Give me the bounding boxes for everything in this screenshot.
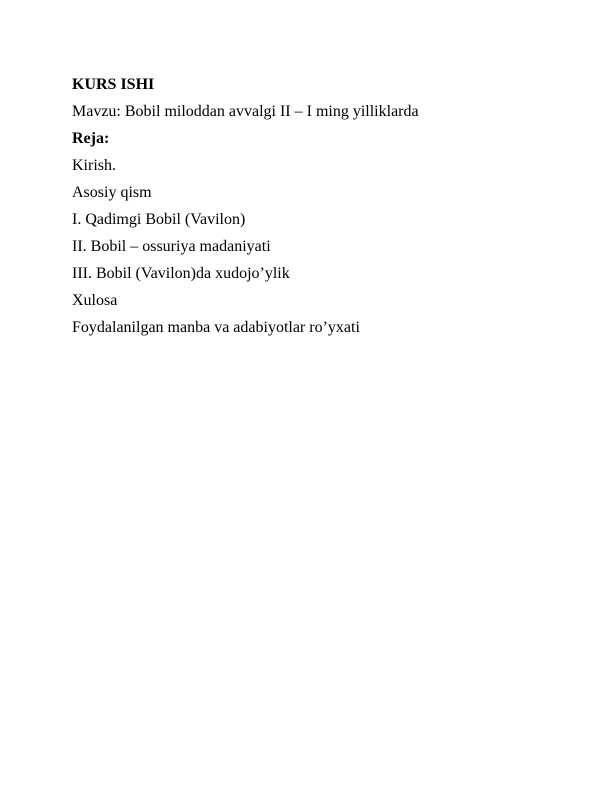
plan-item-chapter-2: II. Bobil – ossuriya madaniyati: [72, 238, 271, 255]
plan-item-chapter-3: III. Bobil (Vavilon)da xudojo’ylik: [72, 265, 290, 282]
plan-label: Reja:: [72, 130, 110, 147]
document-heading: KURS ISHI: [72, 76, 155, 93]
plan-item-introduction: Kirish.: [72, 157, 116, 174]
document-subject: Mavzu: Bobil miloddan avvalgi II – I ming yilliklarda: [72, 103, 419, 120]
plan-item-chapter-1: I. Qadimgi Bobil (Vavilon): [72, 211, 246, 228]
plan-item-references: Foydalanilgan manba va adabiyotlar ro’yxati: [72, 319, 360, 336]
plan-item-conclusion: Xulosa: [72, 292, 118, 309]
plan-item-main-part: Asosiy qism: [72, 184, 152, 201]
document-body: [72, 71, 542, 341]
